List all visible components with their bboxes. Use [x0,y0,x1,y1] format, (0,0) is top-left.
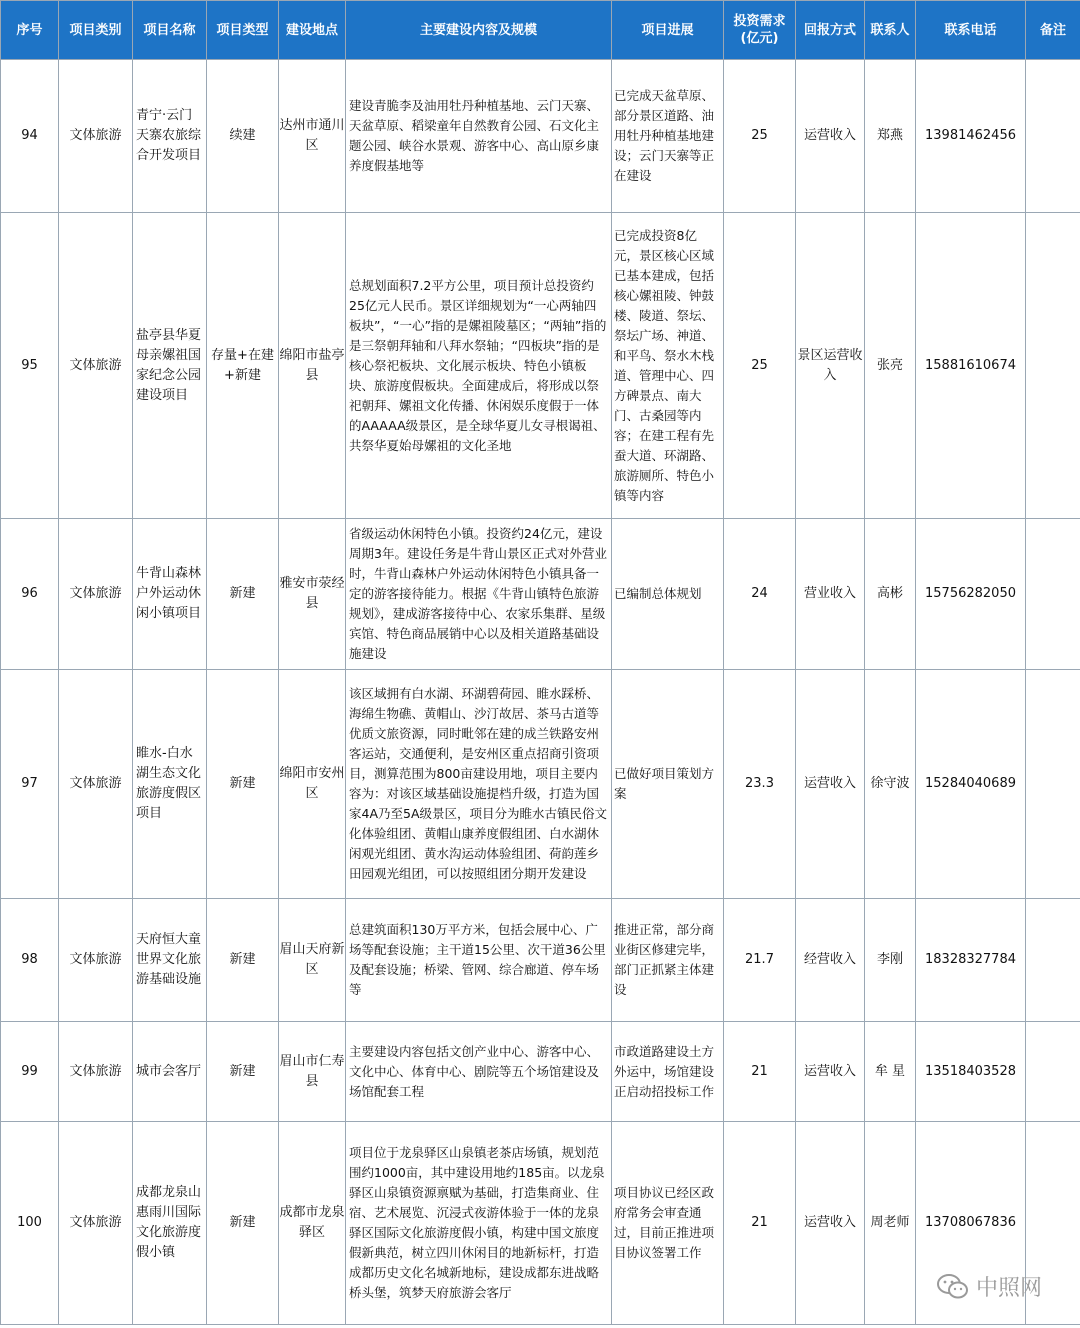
cell-note [1026,670,1080,899]
cell-phone: 15284040689 [916,670,1026,899]
table-row [1,519,1080,670]
cell-phone: 13518403528 [916,1022,1026,1122]
cell-no: 99 [1,1022,59,1122]
cell-name: 青宁·云门天寨农旅综合开发项目 [133,60,207,213]
cell-invest: 21.7 [724,899,796,1022]
cell-no: 96 [1,519,59,670]
cell-return: 经营收入 [796,899,865,1022]
cell-type: 新建 [207,1122,279,1325]
cell-category: 文体旅游 [59,1122,133,1325]
cell-contact: 徐守波 [865,670,916,899]
watermark-text: 中照网 [975,1276,1042,1301]
cell-location: 成都市龙泉驿区 [279,1122,346,1325]
cell-type: 存量+在建+新建 [207,213,279,519]
cell-type: 新建 [207,1022,279,1122]
cell-content: 主要建设内容包括文创产业中心、游客中心、文化中心、体育中心、剧院等五个场馆建设及场馆配套工程 [346,1022,612,1122]
cell-invest: 23.3 [724,670,796,899]
cell-note [1026,1022,1080,1122]
cell-return: 营业收入 [796,519,865,670]
cell-content: 总建筑面积130万平方米，包括会展中心、广场等配套设施；主干道15公里、次干道36公里及配套设施；桥梁、管网、综合廊道、停车场等 [346,899,612,1022]
cell-return: 运营收入 [796,1022,865,1122]
cell-content: 该区域拥有白水湖、环湖碧荷园、睢水踩桥、海绵生物礁、黄帽山、沙汀故居、茶马古道等优质文旅资源，同时毗邻在建的成兰铁路安州客运站，交通便利，是安州区重点招商引资项目，测算范围为800亩建设用地，项目主要内容为：对该区域基础设施提档升级，打造为国家4A乃至5A级景区，项目分为睢水古镇民俗文化体验组团、黄帽山康养度假组团、白水湖休闲观光组团、黄水沟运动体验组团、荷韵莲乡田园观光组团，可以按照组团分期开发建设 [346,670,612,899]
cell-no: 97 [1,670,59,899]
cell-invest: 21 [724,1122,796,1325]
cell-contact: 牟 星 [865,1022,916,1122]
cell-phone: 15756282050 [916,519,1026,670]
cell-no: 94 [1,60,59,213]
cell-contact: 李刚 [865,899,916,1022]
cell-contact: 张亮 [865,213,916,519]
cell-location: 眉山市仁寿县 [279,1022,346,1122]
cell-no: 98 [1,899,59,1022]
cell-progress: 已编制总体规划 [612,519,724,670]
cell-progress: 项目协议已经区政府常务会审查通过，目前正推进项目协议签署工作 [612,1122,724,1325]
cell-category: 文体旅游 [59,519,133,670]
cell-content: 建设青脆李及油用牡丹种植基地、云门天寨、天盆草原、稻梁童年自然教育公园、石文化主题公园、峡谷水景观、游客中心、高山原乡康养度假基地等 [346,60,612,213]
cell-content: 项目位于龙泉驿区山泉镇老茶店场镇，规划范围约1000亩，其中建设用地约185亩。以龙泉驿区山泉镇资源禀赋为基础，打造集商业、住宿、艺术展览、沉浸式夜游体验于一体的龙泉驿区国际文化旅游度假小镇，构建中国文旅度假新典范，树立四川休闲目的地新标杆，打造成都历史文化名城新地标，建设成都东进战略桥头堡，筑梦天府旅游会客厅 [346,1122,612,1325]
cell-note [1026,899,1080,1022]
header-row [1,1,1080,60]
cell-content: 总规划面积7.2平方公里，项目预计总投资约25亿元人民币。景区详细规划为“一心两轴四板块”，“一心”指的是嫘祖陵墓区；“两轴”指的是三祭朝拜轴和八拜水祭轴；“四板块”指的是核心祭祀板块、文化展示板块、特色小镇板块、旅游度假板块。全面建成后，将形成以祭祀朝拜、嫘祖文化传播、休闲娱乐度假于一体的AAAAA级景区，是全球华夏儿女寻根谒祖、共祭华夏始母嫘祖的文化圣地 [346,213,612,519]
wechat-icon [936,1273,970,1301]
cell-name: 成都龙泉山惠雨川国际文化旅游度假小镇 [133,1122,207,1325]
cell-invest: 21 [724,1022,796,1122]
cell-name: 牛背山森林户外运动休闲小镇项目 [133,519,207,670]
cell-progress: 推进正常，部分商业街区修建完毕，部门正抓紧主体建设 [612,899,724,1022]
cell-phone: 18328327784 [916,899,1026,1022]
cell-phone: 13981462456 [916,60,1026,213]
cell-type: 新建 [207,670,279,899]
header-phone: 联系电话 [916,1,1026,60]
cell-location: 绵阳市盐亭县 [279,213,346,519]
header-return: 回报方式 [796,1,865,60]
cell-return: 运营收入 [796,670,865,899]
cell-invest: 25 [724,213,796,519]
cell-name: 睢水-白水湖生态文化旅游度假区项目 [133,670,207,899]
cell-return: 运营收入 [796,1122,865,1325]
cell-progress: 已做好项目策划方案 [612,670,724,899]
cell-phone: 13708067836 [916,1122,1026,1325]
table-row [1,1022,1080,1122]
table-row [1,899,1080,1022]
cell-no: 95 [1,213,59,519]
cell-category: 文体旅游 [59,899,133,1022]
cell-name: 盐亭县华夏母亲嫘祖国家纪念公园建设项目 [133,213,207,519]
cell-type: 续建 [207,60,279,213]
cell-note [1026,519,1080,670]
cell-type: 新建 [207,519,279,670]
cell-name: 城市会客厅 [133,1022,207,1122]
cell-note [1026,60,1080,213]
header-location: 建设地点 [279,1,346,60]
header-note: 备注 [1026,1,1080,60]
cell-progress: 已完成投资8亿元，景区核心区域已基本建成，包括核心嫘祖陵、钟鼓楼、陵道、祭坛、祭坛广场、神道、和平鸟、祭水木栈道、管理中心、四方碑景点、南大门、古桑园等内容；在建工程有先蚕大道、环湖路、旅游厕所、特色小镇等内容 [612,213,724,519]
watermark [936,1271,1042,1302]
header-contact: 联系人 [865,1,916,60]
cell-note [1026,213,1080,519]
cell-contact: 高彬 [865,519,916,670]
cell-category: 文体旅游 [59,1022,133,1122]
cell-invest: 24 [724,519,796,670]
cell-location: 绵阳市安州区 [279,670,346,899]
cell-progress: 已完成天盆草原、部分景区道路、油用牡丹种植基地建设；云门天寨等正在建设 [612,60,724,213]
table-row [1,60,1080,213]
cell-contact: 周老师 [865,1122,916,1325]
table-row [1,1122,1080,1325]
cell-location: 雅安市荥经县 [279,519,346,670]
header-no: 序号 [1,1,59,60]
cell-type: 新建 [207,899,279,1022]
header-invest: 投资需求 (亿元) [724,1,796,60]
table-row [1,213,1080,519]
header-name: 项目名称 [133,1,207,60]
header-content: 主要建设内容及规模 [346,1,612,60]
cell-invest: 25 [724,60,796,213]
cell-return: 运营收入 [796,60,865,213]
cell-progress: 市政道路建设土方外运中，场馆建设正启动招投标工作 [612,1022,724,1122]
cell-content: 省级运动休闲特色小镇。投资约24亿元，建设周期3年。建设任务是牛背山景区正式对外营业时，牛背山森林户外运动休闲特色小镇具备一定的游客接待能力。根据《牛背山镇特色旅游规划》，建成游客接待中心、农家乐集群、星级宾馆、特色商品展销中心以及相关道路基础设施建设 [346,519,612,670]
cell-return: 景区运营收入 [796,213,865,519]
header-category: 项目类别 [59,1,133,60]
cell-category: 文体旅游 [59,60,133,213]
cell-phone: 15881610674 [916,213,1026,519]
cell-location: 达州市通川区 [279,60,346,213]
header-progress: 项目进展 [612,1,724,60]
cell-contact: 郑燕 [865,60,916,213]
table-row [1,670,1080,899]
cell-category: 文体旅游 [59,213,133,519]
header-type: 项目类型 [207,1,279,60]
cell-no: 100 [1,1122,59,1325]
cell-location: 眉山天府新区 [279,899,346,1022]
cell-category: 文体旅游 [59,670,133,899]
cell-name: 天府恒大童世界文化旅游基础设施 [133,899,207,1022]
